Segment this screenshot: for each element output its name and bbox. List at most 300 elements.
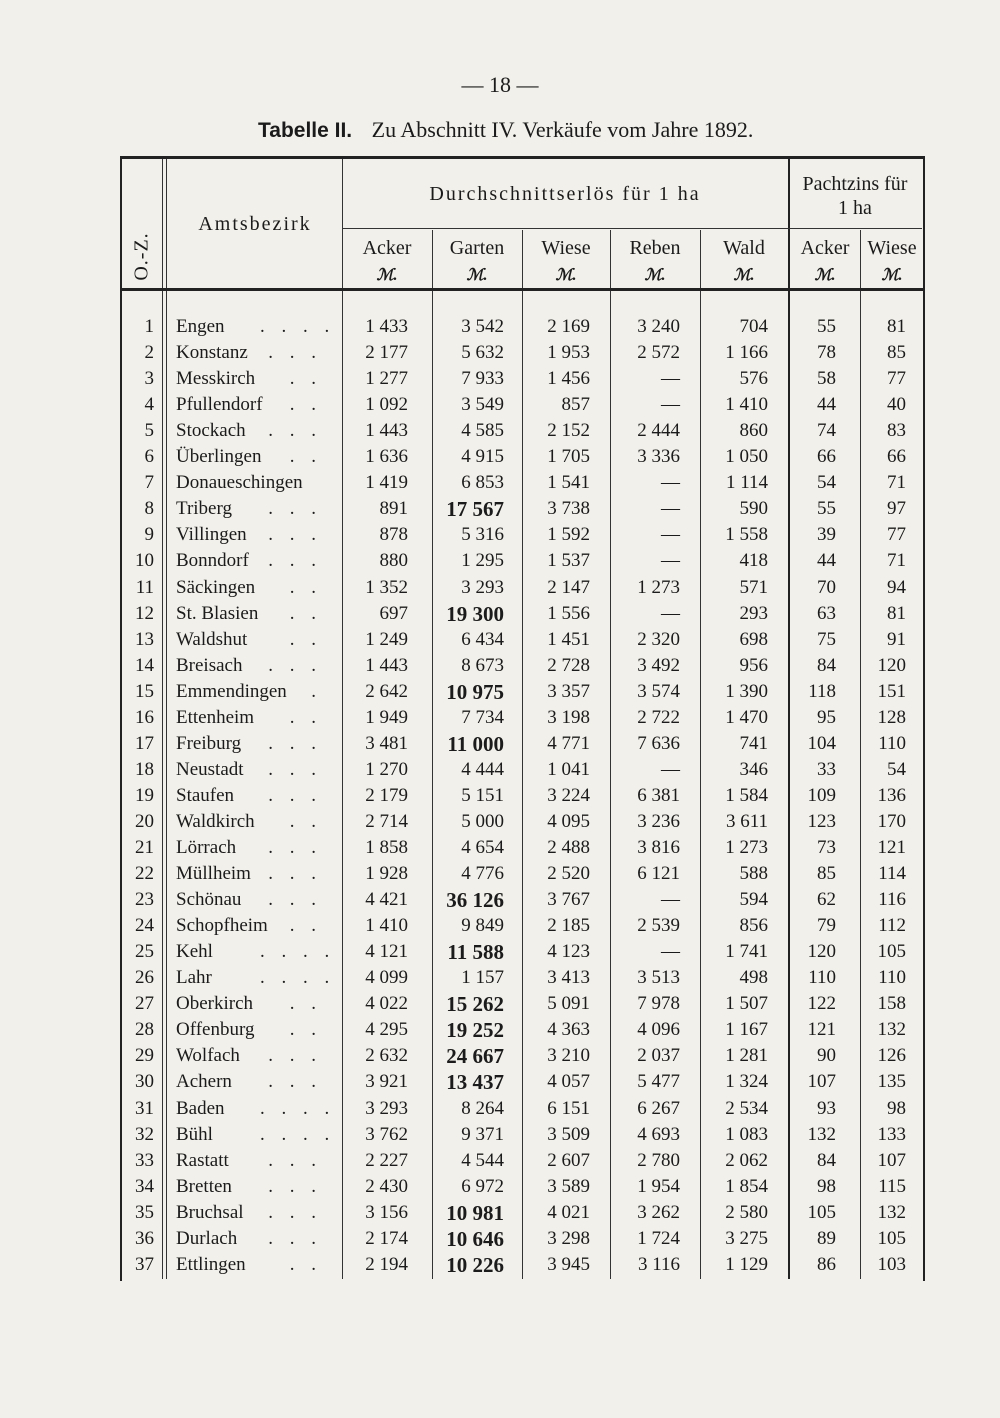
value-wiese: 2 169 — [547, 316, 590, 337]
value-garten: 5 632 — [461, 342, 504, 364]
row-number: 5 — [144, 420, 154, 442]
value-wiese: 2 185 — [547, 915, 590, 937]
leader-dots: . . . — [268, 784, 322, 806]
value-pacht-wiese: 97 — [887, 498, 906, 520]
value-acker: 2 194 — [365, 1253, 408, 1275]
leader-dots: . . — [289, 1019, 322, 1041]
leader-dots: . . . — [268, 420, 322, 442]
table-row — [120, 1017, 925, 1043]
value-reben: 4 096 — [637, 1019, 680, 1041]
table-row — [120, 679, 925, 705]
value-pacht-wiese: 91 — [887, 628, 906, 650]
value-pacht-wiese: 85 — [887, 342, 906, 364]
value-acker: 1 443 — [365, 420, 408, 442]
unit-pacht-wiese: ℳ. — [881, 267, 903, 284]
row-number: 19 — [135, 784, 154, 806]
value-wald: 741 — [739, 732, 768, 754]
value-garten: 7 933 — [461, 368, 504, 390]
value-pacht-wiese: 115 — [878, 1175, 906, 1197]
value-pacht-acker: 78 — [817, 342, 836, 364]
value-pacht-wiese: 136 — [877, 784, 906, 806]
value-garten: 6 853 — [461, 472, 504, 494]
value-garten: 11 000 — [447, 731, 504, 756]
district-name: Neustadt — [176, 758, 244, 780]
leader-dots: . . . — [268, 550, 322, 572]
value-pacht-acker: 104 — [807, 732, 836, 754]
value-pacht-wiese: 120 — [877, 654, 906, 676]
value-garten: 10 226 — [446, 1252, 504, 1277]
value-garten: 4 654 — [461, 837, 504, 858]
value-acker: 1 858 — [365, 837, 408, 858]
row-number: 14 — [135, 654, 154, 676]
value-garten: 1 295 — [461, 550, 504, 572]
value-reben: 7 636 — [637, 732, 680, 754]
value-pacht-acker: 73 — [817, 837, 836, 858]
value-wald: 3 611 — [725, 810, 768, 832]
row-number: 36 — [135, 1227, 154, 1249]
value-acker: 4 421 — [365, 889, 408, 911]
value-wiese: 1 456 — [547, 368, 590, 390]
row-number: 29 — [135, 1045, 154, 1067]
row-number: 30 — [135, 1071, 154, 1093]
row-number: 2 — [144, 342, 154, 364]
sales-table — [120, 156, 925, 1280]
value-wald: 1 558 — [725, 524, 768, 546]
value-garten: 10 975 — [446, 679, 504, 704]
value-acker: 3 921 — [365, 1071, 408, 1093]
value-reben: 3 240 — [637, 316, 680, 337]
value-pacht-acker: 54 — [817, 472, 836, 494]
table-row — [120, 522, 925, 548]
value-reben: 2 037 — [637, 1045, 680, 1067]
value-pacht-wiese: 54 — [887, 758, 906, 780]
district-name: Rastatt — [176, 1149, 229, 1171]
row-number: 27 — [135, 993, 154, 1015]
value-acker: 4 099 — [365, 967, 408, 989]
value-pacht-acker: 33 — [817, 758, 836, 780]
value-acker: 2 227 — [365, 1149, 408, 1171]
table-row — [120, 861, 925, 887]
value-pacht-acker: 109 — [807, 784, 836, 806]
value-reben: 3 816 — [637, 837, 680, 858]
value-pacht-acker: 107 — [807, 1071, 836, 1093]
value-acker: 1 270 — [365, 758, 408, 780]
leader-dots: . . . — [268, 863, 322, 885]
value-reben: — — [661, 472, 680, 494]
value-acker: 1 443 — [365, 654, 408, 676]
district-name: Lahr — [176, 967, 212, 989]
leader-dots: . . — [289, 602, 322, 624]
value-wiese: 3 738 — [547, 498, 590, 520]
value-wald: 704 — [739, 316, 768, 337]
value-wald: 346 — [739, 758, 768, 780]
row-number: 15 — [135, 680, 154, 702]
page-number: — 18 — — [461, 72, 539, 97]
value-pacht-wiese: 83 — [887, 420, 906, 442]
value-pacht-acker: 62 — [817, 889, 836, 911]
value-acker: 2 177 — [365, 342, 408, 364]
table-row — [120, 939, 925, 965]
unit-pacht-acker: ℳ. — [814, 267, 836, 284]
value-reben: 2 320 — [637, 628, 680, 650]
value-pacht-acker: 66 — [817, 446, 836, 468]
value-pacht-acker: 63 — [817, 602, 836, 624]
unit-reben: ℳ. — [644, 267, 666, 284]
value-wald: 1 273 — [725, 837, 768, 858]
value-wald: 588 — [739, 863, 768, 885]
table-row — [120, 809, 925, 835]
table-row — [120, 575, 925, 601]
value-wiese: 1 451 — [547, 628, 590, 650]
value-acker: 3 481 — [365, 732, 408, 754]
leader-dots: . . . — [268, 889, 322, 911]
table-row — [120, 705, 925, 731]
value-pacht-wiese: 114 — [878, 863, 906, 885]
value-acker: 2 642 — [365, 680, 408, 702]
value-garten: 4 776 — [461, 863, 504, 885]
district-name: Messkirch — [176, 368, 256, 390]
district-name: Schönau — [176, 889, 242, 911]
value-acker: 3 762 — [365, 1123, 408, 1145]
value-pacht-wiese: 132 — [877, 1019, 906, 1041]
value-wald: 698 — [739, 628, 768, 650]
district-name: Breisach — [176, 654, 243, 676]
value-reben: 3 236 — [637, 810, 680, 832]
value-wiese: 3 413 — [547, 967, 590, 989]
table-row — [120, 340, 925, 366]
value-wiese: 2 147 — [547, 576, 590, 598]
row-number: 31 — [135, 1097, 154, 1119]
value-garten: 4 915 — [461, 446, 504, 468]
value-reben: 1 724 — [637, 1227, 680, 1249]
value-garten: 6 434 — [461, 628, 504, 650]
value-pacht-wiese: 81 — [887, 602, 906, 624]
leader-dots: . . . — [268, 498, 322, 520]
value-reben: — — [661, 498, 680, 520]
value-garten: 10 981 — [446, 1200, 504, 1225]
value-wiese: 2 152 — [547, 420, 590, 442]
table-row — [120, 470, 925, 496]
leader-dots: . . — [289, 706, 322, 728]
row-number: 12 — [135, 602, 154, 624]
header-bottom-rule — [120, 288, 925, 291]
row-number: 28 — [135, 1019, 154, 1041]
leader-dots: . . — [289, 628, 322, 650]
leader-dots: . . — [289, 394, 322, 416]
value-wiese: 4 771 — [547, 732, 590, 754]
value-acker: 1 928 — [365, 863, 408, 885]
value-garten: 8 264 — [461, 1097, 504, 1119]
value-pacht-wiese: 77 — [887, 524, 906, 546]
leader-dots: . . . . — [260, 967, 336, 989]
value-wiese: 2 728 — [547, 654, 590, 676]
district-name: Waldkirch — [176, 810, 255, 832]
leader-dots: . . . . — [260, 941, 336, 963]
value-acker: 1 410 — [365, 915, 408, 937]
value-pacht-wiese: 71 — [887, 472, 906, 494]
table-row — [120, 548, 925, 574]
value-garten: 8 673 — [461, 654, 504, 676]
value-wald: 1 166 — [725, 342, 768, 364]
value-pacht-acker: 95 — [817, 706, 836, 728]
row-number: 13 — [135, 628, 154, 650]
row-number: 32 — [135, 1123, 154, 1145]
value-reben: 4 693 — [637, 1123, 680, 1145]
table-row — [120, 783, 925, 809]
value-reben: — — [661, 524, 680, 546]
header-col-acker: Acker — [362, 237, 412, 259]
row-number: 9 — [144, 524, 154, 546]
value-acker: 3 156 — [365, 1201, 408, 1223]
value-garten: 17 567 — [446, 497, 504, 522]
value-pacht-acker: 75 — [817, 628, 836, 650]
district-name: Wolfach — [176, 1045, 240, 1067]
leader-dots: . . . . — [260, 1097, 336, 1119]
row-number: 10 — [135, 550, 154, 572]
row-number: 21 — [135, 837, 154, 858]
value-pacht-acker: 74 — [817, 420, 836, 442]
district-name: Lörrach — [176, 837, 237, 858]
unit-garten: ℳ. — [466, 267, 488, 284]
header-amtsbezirk: Amtsbezirk — [198, 213, 312, 235]
value-acker: 1 636 — [365, 446, 408, 468]
district-name: Baden — [176, 1097, 225, 1119]
value-acker: 878 — [379, 524, 408, 546]
value-pacht-acker: 90 — [817, 1045, 836, 1067]
table-row — [120, 1252, 925, 1278]
value-garten: 9 849 — [461, 915, 504, 937]
value-acker: 2 179 — [365, 784, 408, 806]
value-garten: 3 293 — [461, 576, 504, 598]
value-wiese: 2 520 — [547, 863, 590, 885]
table-row — [120, 314, 925, 340]
value-reben: — — [661, 550, 680, 572]
leader-dots: . . . — [268, 524, 322, 546]
value-pacht-acker: 79 — [817, 915, 836, 937]
value-acker: 4 022 — [365, 993, 408, 1015]
value-pacht-acker: 89 — [817, 1227, 836, 1249]
value-wiese: 4 123 — [547, 941, 590, 963]
leader-dots: . . — [289, 993, 322, 1015]
value-wald: 1 507 — [725, 993, 768, 1015]
value-wald: 1 167 — [725, 1019, 768, 1041]
value-pacht-wiese: 151 — [877, 680, 906, 702]
row-number: 6 — [144, 446, 154, 468]
table-row — [120, 1043, 925, 1069]
value-reben: 2 539 — [637, 915, 680, 937]
district-name: Kehl — [176, 941, 213, 963]
row-number: 23 — [135, 889, 154, 911]
value-wiese: 2 607 — [547, 1149, 590, 1171]
table-row — [120, 965, 925, 991]
header-col-wald: Wald — [723, 237, 765, 259]
district-name: Triberg — [176, 498, 232, 520]
value-pacht-wiese: 71 — [887, 550, 906, 572]
value-wiese: 2 488 — [547, 837, 590, 858]
value-pacht-wiese: 77 — [887, 368, 906, 390]
value-wiese: 4 021 — [547, 1201, 590, 1223]
table-row — [120, 496, 925, 522]
value-garten: 24 667 — [446, 1044, 504, 1069]
table-row — [120, 835, 925, 861]
value-pacht-wiese: 105 — [877, 941, 906, 963]
value-pacht-wiese: 126 — [877, 1045, 906, 1067]
value-wald: 2 062 — [725, 1149, 768, 1171]
district-name: Durlach — [176, 1227, 238, 1249]
value-acker: 1 277 — [365, 368, 408, 390]
value-reben: — — [661, 602, 680, 624]
value-acker: 2 632 — [365, 1045, 408, 1067]
value-garten: 10 646 — [446, 1226, 504, 1251]
table-row — [120, 1069, 925, 1095]
value-wald: 860 — [739, 420, 768, 442]
value-wald: 594 — [739, 889, 768, 911]
value-pacht-acker: 123 — [807, 810, 836, 832]
value-reben: 2 444 — [637, 420, 680, 442]
value-garten: 4 544 — [461, 1149, 504, 1171]
value-pacht-wiese: 112 — [878, 915, 906, 937]
leader-dots: . . . — [268, 837, 322, 858]
table-row — [120, 392, 925, 418]
value-pacht-wiese: 107 — [877, 1149, 906, 1171]
value-pacht-wiese: 66 — [887, 446, 906, 468]
table-label: Tabelle II. — [258, 119, 353, 142]
value-pacht-acker: 39 — [817, 524, 836, 546]
value-reben: — — [661, 368, 680, 390]
value-acker: 880 — [379, 550, 408, 572]
value-acker: 1 352 — [365, 576, 408, 598]
leader-dots: . . . — [268, 1045, 322, 1067]
value-wald: 1 324 — [725, 1071, 768, 1093]
district-name: Offenburg — [176, 1019, 255, 1041]
value-reben: 3 574 — [637, 680, 680, 702]
value-reben: — — [661, 394, 680, 416]
header-col-pacht-wiese: Wiese — [867, 237, 917, 259]
value-garten: 6 972 — [461, 1175, 504, 1197]
header-pachtzins-line2: 1 ha — [838, 197, 872, 219]
header-subdivider — [342, 228, 922, 229]
value-wiese: 3 298 — [547, 1227, 590, 1249]
district-name: Bretten — [176, 1175, 232, 1197]
row-number: 4 — [144, 394, 154, 416]
value-reben: 3 116 — [637, 1253, 680, 1275]
header-durchschnittserloes: Durchschnittserlös für 1 ha — [429, 183, 701, 205]
header-col-garten: Garten — [449, 237, 505, 259]
value-pacht-wiese: 110 — [878, 967, 906, 989]
value-garten: 5 151 — [461, 784, 504, 806]
value-wald: 1 114 — [725, 472, 768, 494]
table-row — [120, 1226, 925, 1252]
leader-dots: . — [311, 680, 322, 702]
district-name: Achern — [176, 1071, 232, 1093]
value-wald: 1 083 — [725, 1123, 768, 1145]
value-garten: 15 262 — [446, 992, 504, 1017]
table-row — [120, 653, 925, 679]
unit-wald: ℳ. — [733, 267, 755, 284]
value-wiese: 1 556 — [547, 602, 590, 624]
value-reben: 3 262 — [637, 1201, 680, 1223]
table-row — [120, 1174, 925, 1200]
row-number: 17 — [135, 732, 154, 754]
district-name: Bühl — [176, 1123, 213, 1145]
value-wiese: 1 953 — [547, 342, 590, 364]
value-wiese: 1 541 — [547, 472, 590, 494]
district-name: Villingen — [176, 524, 247, 546]
value-pacht-acker: 55 — [817, 498, 836, 520]
value-garten: 19 252 — [446, 1018, 504, 1043]
value-pacht-acker: 85 — [817, 863, 836, 885]
value-reben: 2 572 — [637, 342, 680, 364]
value-garten: 4 585 — [461, 420, 504, 442]
value-acker: 697 — [379, 602, 408, 624]
value-pacht-acker: 86 — [817, 1253, 836, 1275]
value-wald: 571 — [739, 576, 768, 598]
value-pacht-wiese: 94 — [887, 576, 906, 598]
value-pacht-acker: 122 — [807, 993, 836, 1015]
value-wiese: 3 357 — [547, 680, 590, 702]
value-acker: 1 092 — [365, 394, 408, 416]
value-reben: — — [661, 758, 680, 780]
value-wiese: 3 224 — [547, 784, 590, 806]
leader-dots: . . . — [268, 1201, 322, 1223]
row-number: 33 — [135, 1149, 154, 1171]
value-wiese: 4 095 — [547, 810, 590, 832]
value-garten: 1 157 — [461, 967, 504, 989]
value-acker: 4 295 — [365, 1019, 408, 1041]
value-pacht-wiese: 158 — [877, 993, 906, 1015]
value-reben: 6 267 — [637, 1097, 680, 1119]
value-pacht-acker: 84 — [817, 1149, 836, 1171]
value-wald: 590 — [739, 498, 768, 520]
value-wald: 3 275 — [725, 1227, 768, 1249]
value-garten: 11 588 — [447, 940, 504, 965]
value-reben: 5 477 — [637, 1071, 680, 1093]
value-wald: 1 129 — [725, 1253, 768, 1275]
leader-dots: . . . — [268, 732, 322, 754]
unit-wiese: ℳ. — [555, 267, 577, 284]
value-acker: 1 949 — [365, 706, 408, 728]
value-pacht-acker: 98 — [817, 1175, 836, 1197]
leader-dots: . . . — [268, 1227, 322, 1249]
table-row — [120, 731, 925, 757]
value-reben: 3 513 — [637, 967, 680, 989]
table-row — [120, 757, 925, 783]
value-pacht-wiese: 105 — [877, 1227, 906, 1249]
value-wiese: 1 041 — [547, 758, 590, 780]
value-wald: 1 854 — [725, 1175, 768, 1197]
value-pacht-wiese: 98 — [887, 1097, 906, 1119]
value-wiese: 1 537 — [547, 550, 590, 572]
district-name: Freiburg — [176, 732, 242, 754]
district-name: Engen — [176, 316, 225, 337]
table-row — [120, 627, 925, 653]
row-number: 1 — [144, 316, 154, 337]
leader-dots: . . . — [268, 1175, 322, 1197]
header-col-reben: Reben — [629, 237, 681, 259]
value-wiese: 3 945 — [547, 1253, 590, 1275]
table-row — [120, 1122, 925, 1148]
value-pacht-acker: 93 — [817, 1097, 836, 1119]
district-name: Bruchsal — [176, 1201, 244, 1223]
value-acker: 1 419 — [365, 472, 408, 494]
table-row — [120, 601, 925, 627]
value-garten: 3 549 — [461, 394, 504, 416]
value-wald: 1 390 — [725, 680, 768, 702]
leader-dots: . . . — [268, 654, 322, 676]
value-wiese: 1 592 — [547, 524, 590, 546]
table-row — [120, 991, 925, 1017]
district-name: Konstanz — [176, 342, 248, 364]
